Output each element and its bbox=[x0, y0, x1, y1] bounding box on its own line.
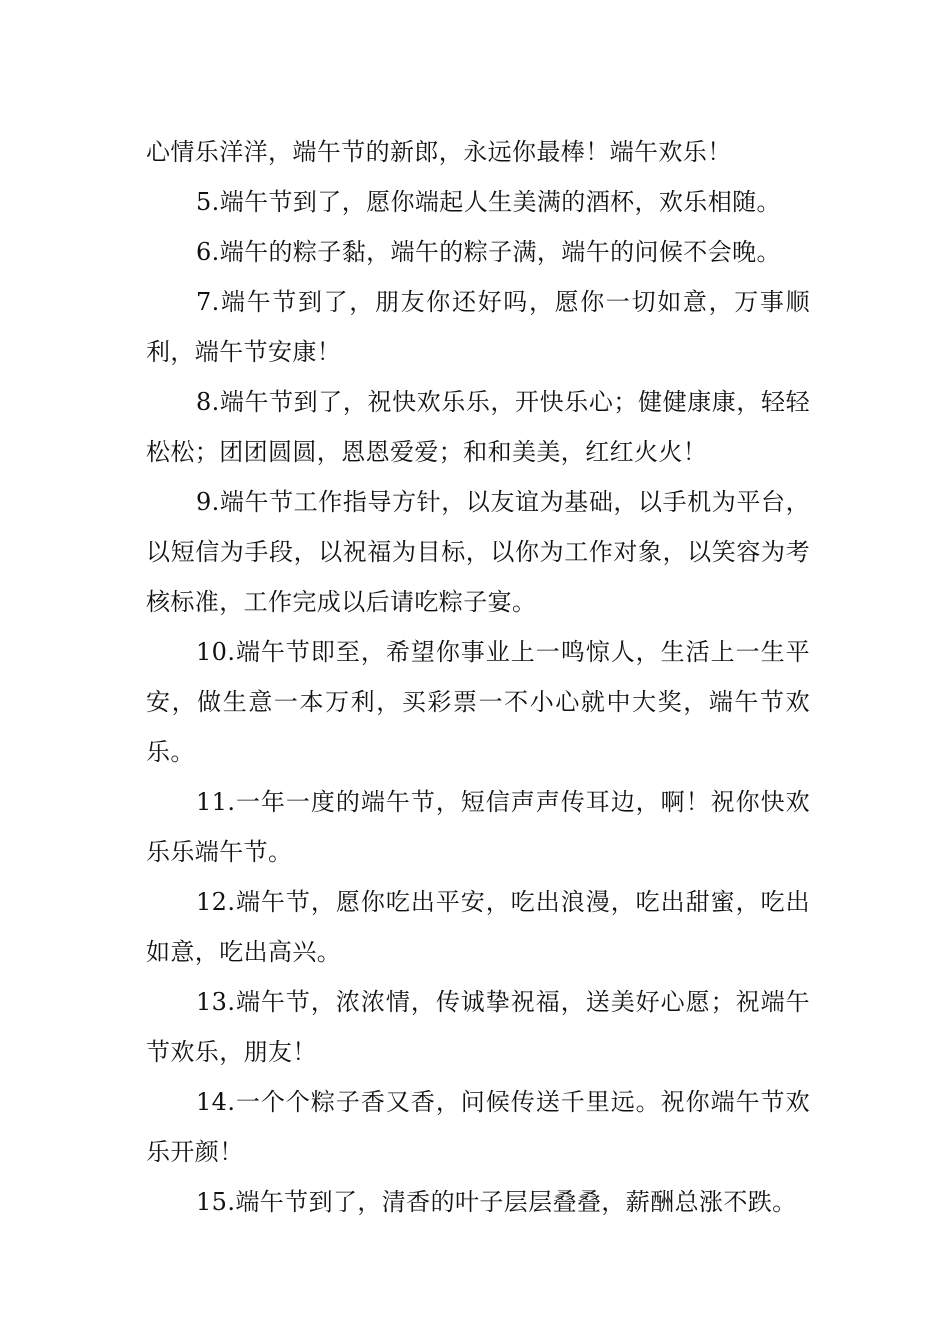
paragraph-item-15: 15.端午节到了，清香的叶子层层叠叠，薪酬总涨不跌。 bbox=[196, 1188, 797, 1216]
paragraph-item-8: 8.端午节到了，祝快欢乐乐，开快乐心；健健康康，轻轻松松；团团圆圆，恩恩爱爱；和和美美，红红火火！ bbox=[146, 388, 810, 466]
paragraph-item-9: 9.端午节工作指导方针，以友谊为基础，以手机为平台，以短信为手段，以祝福为目标，以你为工作对象，以笑容为考核标准，工作完成以后请吃粽子宴。 bbox=[146, 488, 810, 616]
paragraph-item-6: 6.端午的粽子黏，端午的粽子满，端午的问候不会晚。 bbox=[196, 238, 781, 266]
paragraph-item-5: 5.端午节到了，愿你端起人生美满的酒杯，欢乐相随。 bbox=[196, 188, 781, 216]
document-body bbox=[146, 127, 810, 1227]
paragraph-item-10: 10.端午节即至，希望你事业上一鸣惊人，生活上一生平安，做生意一本万利，买彩票一不小心就中大奖，端午节欢乐。 bbox=[146, 638, 810, 766]
paragraph-continuation: 心情乐洋洋，端午节的新郎，永远你最棒！端午欢乐！ bbox=[146, 138, 732, 166]
paragraph-item-11: 11.一年一度的端午节，短信声声传耳边，啊！祝你快欢乐乐端午节。 bbox=[146, 788, 810, 866]
paragraph-item-7: 7.端午节到了，朋友你还好吗，愿你一切如意，万事顺利，端午节安康！ bbox=[146, 288, 810, 366]
paragraph-item-14: 14.一个个粽子香又香，问候传送千里远。祝你端午节欢乐开颜！ bbox=[146, 1088, 810, 1166]
paragraph-item-12: 12.端午节，愿你吃出平安，吃出浪漫，吃出甜蜜，吃出如意，吃出高兴。 bbox=[146, 888, 810, 966]
paragraph-item-13: 13.端午节，浓浓情，传诚挚祝福，送美好心愿；祝端午节欢乐，朋友！ bbox=[146, 988, 810, 1066]
